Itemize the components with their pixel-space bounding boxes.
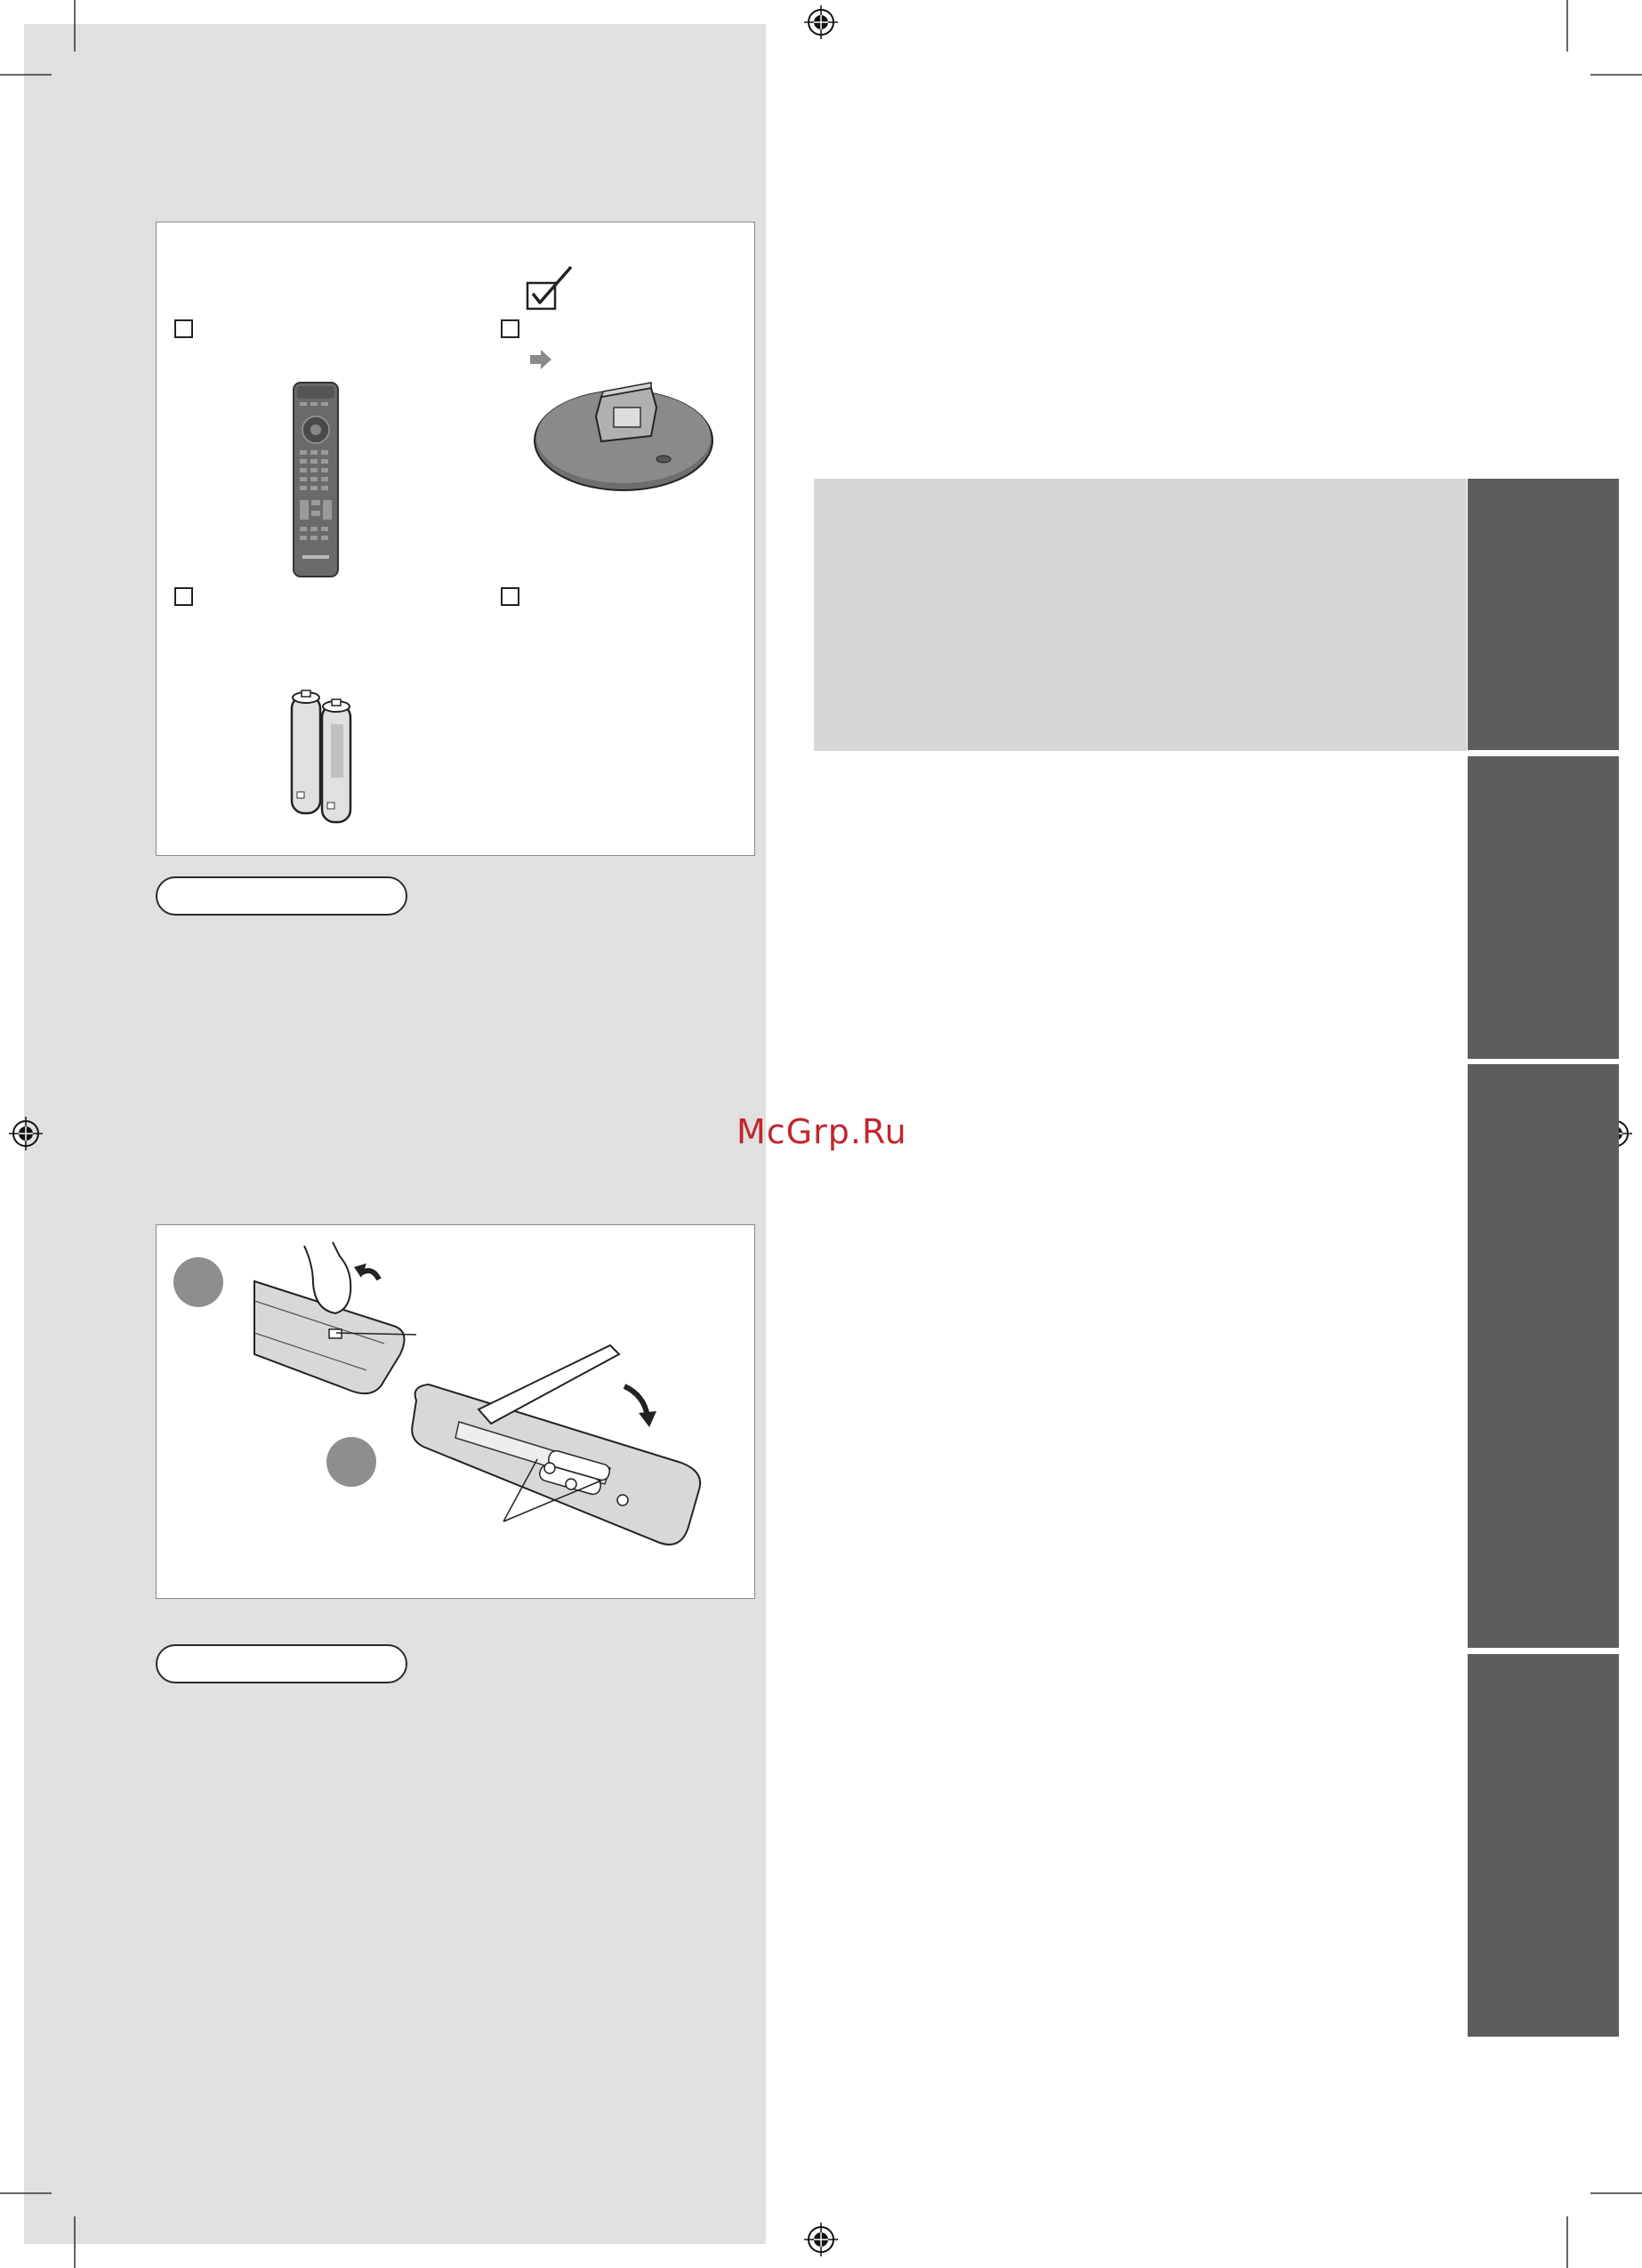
section-label-pill-1 (156, 876, 407, 916)
accessory-checkbox-other[interactable] (501, 587, 519, 606)
section-banner (814, 479, 1467, 751)
registration-mark-icon (804, 2223, 838, 2256)
pedestal-stand-illustration (532, 381, 715, 496)
open-battery-cover-illustration (251, 1239, 420, 1399)
checkmark-box-icon (525, 265, 575, 313)
side-tab-4[interactable] (1468, 1654, 1619, 2037)
side-tab-1[interactable] (1468, 479, 1619, 750)
accessory-checkbox-stand[interactable] (501, 319, 519, 338)
remote-control-illustration (292, 381, 340, 578)
registration-mark-icon (9, 1117, 43, 1150)
side-tab-3[interactable] (1468, 1064, 1619, 1648)
insert-batteries-illustration (406, 1351, 708, 1555)
accessory-checkbox-remote[interactable] (174, 319, 193, 338)
side-tab-2[interactable] (1468, 756, 1619, 1059)
accessories-box (156, 222, 755, 856)
section-label-pill-2 (156, 1644, 407, 1683)
watermark-text: McGrp.Ru (736, 1112, 907, 1151)
step-circle-1 (173, 1257, 223, 1307)
step-circle-2 (326, 1437, 376, 1487)
registration-mark-icon (804, 5, 838, 39)
accessory-checkbox-batteries[interactable] (174, 587, 193, 606)
batteries-illustration (290, 689, 354, 826)
arrow-right-icon (530, 350, 553, 369)
